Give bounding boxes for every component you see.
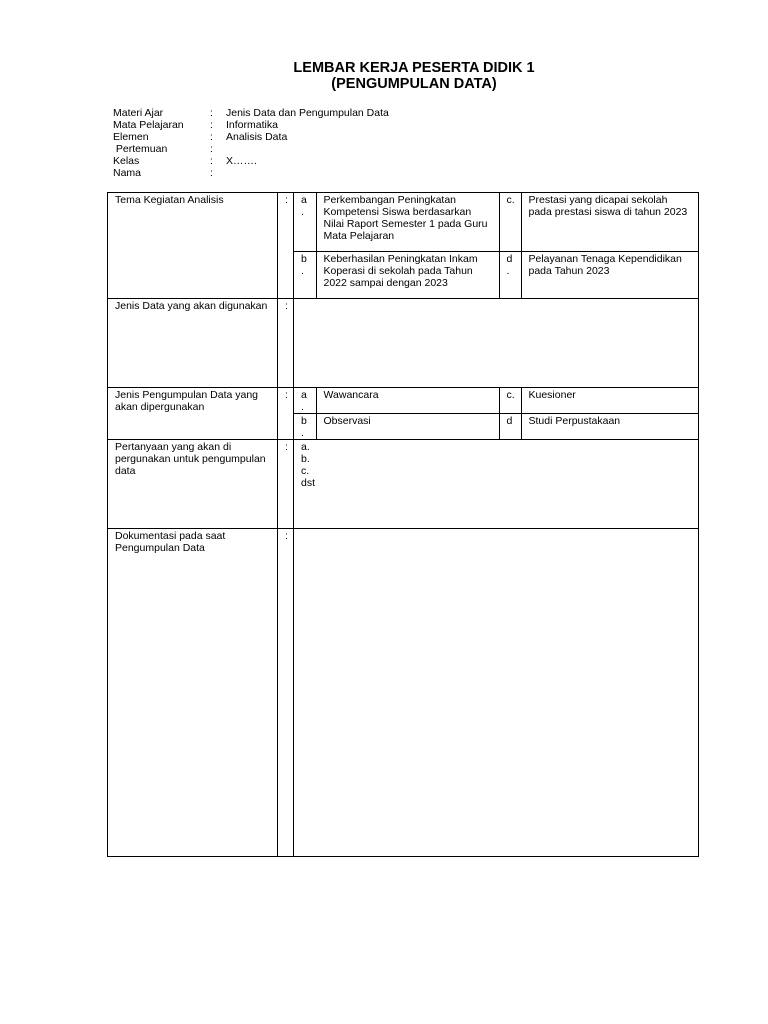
dokumentasi-colon: : <box>278 529 294 857</box>
row-tema <box>108 193 699 299</box>
option-letter: b . <box>294 414 316 440</box>
info-colon: : <box>210 131 213 143</box>
option-text: Pelayanan Tenaga Kependidikan pada Tahun 2023 <box>521 251 699 298</box>
row-dokumentasi <box>108 529 699 857</box>
dokumentasi-label: Dokumentasi pada saat Pengumpulan Data <box>108 529 278 857</box>
pengumpulan-options-row-1 <box>294 388 699 414</box>
option-letter: b . <box>294 251 316 298</box>
jenis-pengumpulan-colon: : <box>278 388 294 440</box>
info-colon: : <box>210 143 213 155</box>
info-row-kelas <box>113 155 389 167</box>
option-text: Studi Perpustakaan <box>521 414 699 440</box>
pertanyaan-answer[interactable] <box>294 440 699 529</box>
info-label: Mata Pelajaran <box>113 119 184 131</box>
info-value: Informatika <box>226 119 278 131</box>
page-title <box>0 60 768 92</box>
row-pertanyaan <box>108 440 699 529</box>
info-row-elemen <box>113 131 389 143</box>
option-text: Keberhasilan Peningkatan Inkam Koperasi di sekolah pada Tahun 2022 sampai dengan 2023 <box>316 251 499 298</box>
option-text: Prestasi yang dicapai sekolah pada prestasi siswa di tahun 2023 <box>521 193 699 251</box>
info-row-nama <box>113 167 389 179</box>
info-label: Elemen <box>113 131 149 143</box>
title-line-2: (PENGUMPULAN DATA) <box>331 76 497 92</box>
title-line-1: LEMBAR KERJA PESERTA DIDIK 1 <box>293 60 535 76</box>
option-text: Wawancara <box>316 388 499 414</box>
option-letter: d . <box>499 251 521 298</box>
info-row-mapel <box>113 119 389 131</box>
tema-colon: : <box>278 193 294 299</box>
info-label: Kelas <box>113 155 140 167</box>
info-colon: : <box>210 119 213 131</box>
row-jenis-pengumpulan <box>108 388 699 440</box>
option-text: Kuesioner <box>521 388 699 414</box>
option-letter: a . <box>294 388 316 414</box>
pertanyaan-label: Pertanyaan yang akan di pergunakan untuk pengumpulan data <box>108 440 278 529</box>
option-letter: a . <box>294 193 316 251</box>
option-letter: d <box>499 414 521 440</box>
info-value: Jenis Data dan Pengumpulan Data <box>226 107 389 119</box>
info-colon: : <box>210 155 213 167</box>
tema-options-row-2 <box>294 251 699 298</box>
info-label: Nama <box>113 167 142 179</box>
info-colon: : <box>210 107 213 119</box>
jenis-data-answer[interactable] <box>294 299 699 388</box>
info-colon: : <box>210 167 213 179</box>
jenis-data-colon: : <box>278 299 294 388</box>
info-row-materi <box>113 107 389 119</box>
info-label: Materi Ajar <box>113 107 164 119</box>
tema-options <box>294 193 699 299</box>
pertanyaan-colon: : <box>278 440 294 529</box>
row-jenis-data <box>108 299 699 388</box>
tema-options-row-1 <box>294 193 699 251</box>
option-text: Observasi <box>316 414 499 440</box>
tema-label: Tema Kegiatan Analisis <box>108 193 278 299</box>
question-item-c: c. <box>301 465 310 477</box>
pengumpulan-options-row-2 <box>294 414 699 440</box>
info-label: Pertemuan <box>113 143 168 155</box>
question-item-a: a. <box>301 441 310 453</box>
jenis-pengumpulan-options <box>294 388 699 440</box>
jenis-pengumpulan-label: Jenis Pengumpulan Data yang akan dipergunakan <box>108 388 278 440</box>
tema-options-grid <box>294 193 699 298</box>
info-value: X……. <box>226 155 257 167</box>
question-item-dst: dst <box>301 477 316 489</box>
jenis-data-label: Jenis Data yang akan digunakan <box>108 299 278 388</box>
dokumentasi-answer[interactable] <box>294 529 699 857</box>
option-letter: c. <box>499 193 521 251</box>
info-value: Analisis Data <box>226 131 288 143</box>
option-letter: c. <box>499 388 521 414</box>
info-block <box>113 107 389 179</box>
info-row-pertemuan <box>113 143 389 155</box>
worksheet-table <box>107 192 699 857</box>
question-item-b: b. <box>301 453 310 465</box>
jenis-pengumpulan-grid <box>294 388 699 439</box>
option-text: Perkembangan Peningkatan Kompetensi Siswa berdasarkan Nilai Raport Semester 1 pada Guru Mata Pelajaran <box>316 193 499 251</box>
